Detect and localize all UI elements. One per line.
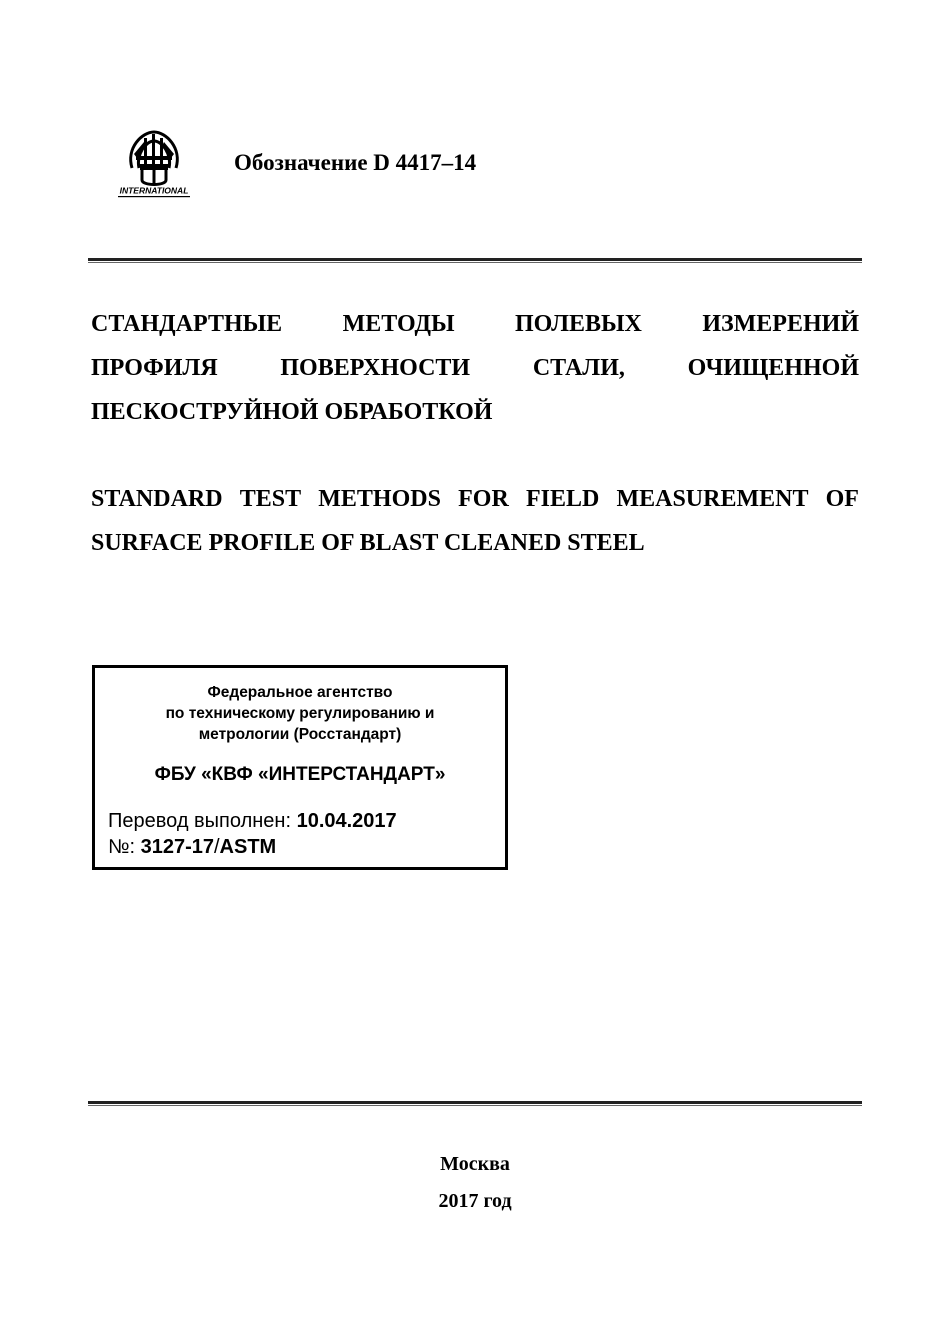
stamp-number-label: №: — [108, 836, 141, 858]
translation-stamp — [92, 665, 508, 870]
stamp-translation-date — [108, 810, 397, 833]
document-designation: Обозначение D 4417–14 — [234, 150, 477, 175]
title-en-line-1 — [91, 481, 859, 525]
stamp-date-label: Перевод выполнен: — [108, 810, 297, 832]
title-en-word: FIELD — [525, 486, 600, 512]
top-divider — [88, 258, 862, 263]
stamp-date-value: 10.04.2017 — [296, 810, 397, 832]
title-ru-line-1 — [91, 306, 859, 350]
footer-year: 2017 год — [438, 1190, 512, 1212]
title-ru-word: СТАЛИ, — [532, 355, 625, 381]
astm-logo-icon — [112, 128, 196, 200]
title-ru-word: ПОЛЕВЫХ — [514, 311, 642, 337]
title-en-word: METHODS — [318, 486, 441, 512]
title-ru-line-2 — [91, 350, 859, 394]
stamp-organization: ФБУ «КВФ «ИНТЕРСТАНДАРТ» — [154, 764, 446, 785]
title-ru-line-3 — [91, 394, 859, 438]
stamp-agency-line: Федеральное агентство — [207, 684, 393, 701]
stamp-number-separator: / — [213, 836, 220, 858]
title-en-word: FOR — [458, 486, 509, 512]
stamp-number-suffix: ASTM — [219, 836, 277, 858]
title-ru-word: МЕТОДЫ — [342, 311, 455, 337]
title-ru-word: ОЧИЩЕННОЙ — [687, 355, 859, 381]
title-en-word: OF — [825, 486, 859, 512]
title-en-word: STANDARD — [91, 486, 223, 512]
title-en-word: MEASUREMENT — [616, 486, 809, 512]
title-english — [91, 481, 859, 569]
title-russian — [91, 306, 859, 438]
astm-logo-text: INTERNATIONAL — [119, 185, 189, 196]
title-ru-word: ПОВЕРХНОСТИ — [280, 355, 471, 381]
stamp-agency-line: метрологии (Росстандарт) — [198, 726, 402, 743]
title-en-word: TEST — [239, 486, 302, 512]
title-ru-word: ПРОФИЛЯ — [91, 355, 218, 381]
stamp-agency-line: по техническому регулированию и — [165, 705, 435, 722]
stamp-agency — [95, 682, 505, 745]
bottom-divider — [88, 1101, 862, 1106]
title-ru-word: ПЕСКОСТРУЙНОЙ ОБРАБОТКОЙ — [91, 399, 493, 425]
title-en-word: SURFACE PROFILE OF BLAST CLEANED STEEL — [91, 530, 645, 556]
title-en-line-2 — [91, 525, 859, 569]
title-ru-word: ИЗМЕРЕНИЙ — [702, 311, 859, 337]
astm-international-logo — [112, 128, 196, 200]
stamp-translation-number — [108, 836, 276, 859]
footer-city: Москва — [440, 1153, 510, 1175]
title-ru-word: СТАНДАРТНЫЕ — [91, 311, 283, 337]
stamp-number-value: 3127-17 — [140, 836, 214, 858]
